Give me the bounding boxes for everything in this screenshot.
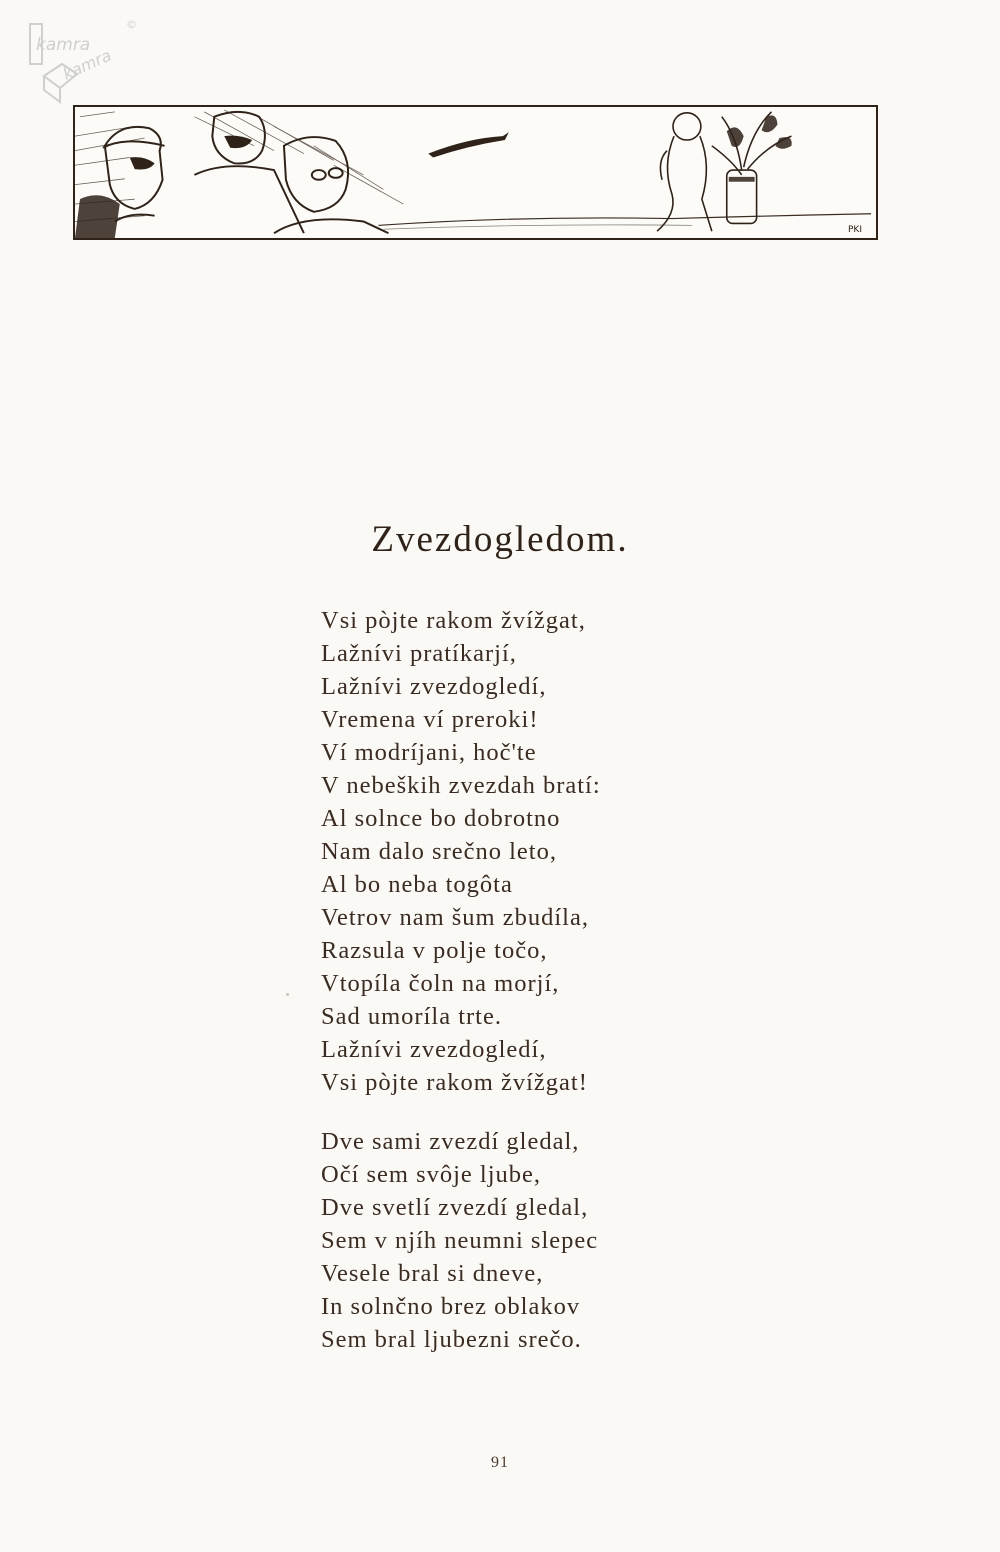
watermark-text-top: kamra (36, 35, 91, 55)
poem-line: Al bo neba togôta (321, 871, 513, 898)
poem-line: V nebeških zvezdah bratí: (321, 772, 601, 799)
poem-line: Lažnívi pratíkarjí, (321, 640, 517, 667)
poem-body (321, 604, 601, 1382)
poem-line: Sem v njíh neumni slepec (321, 1227, 599, 1254)
poem-line: Vsi pòjte rakom žvížgat! (321, 1069, 588, 1096)
header-illustration (73, 105, 878, 240)
poem-line: Sem bral ljubezni srečo. (321, 1326, 582, 1353)
poem-line: Dve svetlí zvezdí gledal, (321, 1194, 589, 1221)
paper-speck (286, 993, 289, 996)
poem-line: In solnčno brez oblakov (321, 1293, 581, 1320)
watermark-logo (22, 14, 147, 104)
poem-title: Zvezdogledom. (371, 519, 629, 560)
poem-line: Vetrov nam šum zbudíla, (321, 904, 589, 931)
poem-line: Al solnce bo dobrotno (321, 805, 561, 832)
stanza-1 (321, 604, 601, 1099)
stanza-2 (321, 1125, 601, 1356)
poem-line: Vsi pòjte rakom žvížgat, (321, 607, 586, 634)
poem-line: Vesele bral si dneve, (321, 1260, 544, 1287)
poem-line: Vremena ví preroki! (321, 706, 539, 733)
poem-line: Razsula v polje točo, (321, 937, 548, 964)
poem-line: Očí sem svôje ljube, (321, 1161, 542, 1188)
poem-line: Dve sami zvezdí gledal, (321, 1128, 580, 1155)
illustration-monogram: PKI (848, 225, 862, 234)
watermark-copyright: © (126, 18, 137, 31)
poem-line: Ví modríjani, hoč'te (321, 739, 537, 766)
poem-line: Vtopíla čoln na morjí, (321, 970, 560, 997)
watermark-text-bottom: kamra (59, 45, 115, 84)
page-number: 91 (491, 1454, 509, 1471)
poem-line: Sad umoríla trte. (321, 1003, 502, 1030)
poem-line: Lažnívi zvezdogledí, (321, 673, 547, 700)
poem-line: Nam dalo srečno leto, (321, 838, 557, 865)
poem-line: Lažnívi zvezdogledí, (321, 1036, 547, 1063)
